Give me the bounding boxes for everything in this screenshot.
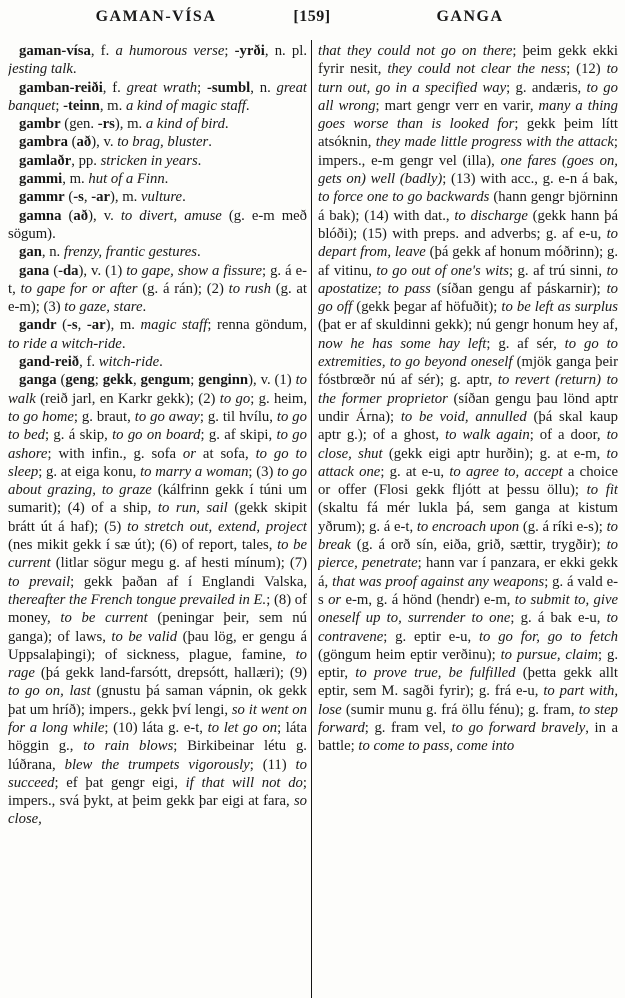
text-run: to encroach upon bbox=[416, 518, 520, 535]
text-run: ; (13) with acc., g. e-n á bak, bbox=[442, 171, 618, 188]
text-run: to turn out, go in a specified way bbox=[318, 61, 618, 96]
text-run: , f. bbox=[90, 43, 116, 59]
text-run: (þetta gekk allt eptir, sem M. sagði fyrir); g. frá e-u, bbox=[318, 665, 618, 700]
text-run: at sofa, bbox=[195, 445, 256, 462]
text-run: -sumbl bbox=[207, 79, 251, 96]
text-run: many a thing goes worse than is looked for bbox=[318, 97, 618, 133]
text-run: ), v. bbox=[91, 134, 118, 151]
text-run: blew the trumpets vigorously bbox=[64, 756, 250, 773]
text-run: (g. at e-m); (3) bbox=[8, 280, 307, 316]
text-run: gammr bbox=[19, 189, 65, 206]
text-run: (mjök ganga þeir fóstbrœðr nú af sér); g. aptr, bbox=[318, 354, 618, 389]
text-run: to succeed bbox=[8, 756, 307, 791]
text-run: to go to sleep bbox=[8, 445, 307, 480]
text-run: to go for, go to fetch bbox=[478, 628, 618, 645]
text-run: to run, sail bbox=[157, 500, 228, 517]
text-run: to be current bbox=[60, 610, 148, 627]
dictionary-entry bbox=[8, 79, 307, 116]
text-run: to go out of one's wits bbox=[376, 262, 509, 279]
text-run: ; g. eptir e-u, bbox=[383, 628, 479, 645]
text-run: geng bbox=[65, 372, 95, 389]
text-run: (hann gengr björninn á bak); (14) with dat., bbox=[318, 189, 618, 224]
text-run: to depart from, leave bbox=[318, 225, 618, 261]
text-run: . bbox=[72, 61, 77, 78]
text-run: to be current bbox=[8, 537, 307, 572]
text-run: ; of a door, bbox=[529, 427, 607, 444]
text-run: one fares (goes on, gets on) well (badly) bbox=[318, 152, 618, 188]
text-run: (þat er af skuldinni gekk); nú gengr honum hey af, bbox=[318, 317, 618, 334]
text-run: gammi bbox=[19, 171, 63, 188]
dictionary-entry bbox=[8, 170, 307, 188]
text-run: (gekk þegar af höfuðit); bbox=[352, 299, 502, 316]
text-run: a choice or offer (Flosi gekk fljótt at þessu öllu); bbox=[318, 463, 618, 499]
text-run: ( bbox=[64, 189, 74, 206]
text-run: or bbox=[328, 591, 342, 608]
text-run: ), m. bbox=[105, 317, 141, 334]
text-run: ; g. á bak e-u, bbox=[510, 610, 607, 627]
text-run: -s bbox=[67, 317, 78, 334]
text-run: to go ashore bbox=[8, 427, 307, 462]
text-run: a kind of bird bbox=[145, 116, 225, 133]
text-run: to go bbox=[219, 390, 251, 407]
text-run: ; þeim gekk ekki fyrir nesit, bbox=[318, 43, 618, 78]
text-run: ( bbox=[56, 317, 68, 334]
text-run: . bbox=[182, 189, 186, 206]
text-run: (kálfrinn gekk í túni um sumarit); (4) of a ship, bbox=[8, 482, 307, 517]
text-run: ; (11) bbox=[249, 756, 296, 773]
text-run: ; láta höggin g., bbox=[8, 719, 307, 755]
text-run: . bbox=[121, 335, 126, 352]
text-run: to go forward bravely bbox=[451, 719, 586, 736]
text-run: gana bbox=[19, 262, 50, 279]
text-run: ; (8) of money, bbox=[8, 591, 307, 627]
text-run: -yrði bbox=[234, 43, 265, 59]
text-run: . bbox=[197, 152, 202, 169]
text-run: to gape for or after bbox=[20, 280, 138, 297]
text-run: ; g. af trú sinni, bbox=[508, 262, 607, 279]
text-run: (þá gekk af honum móðrinn); g. af vitinu, bbox=[318, 244, 618, 279]
text-run: that they could not go on there bbox=[318, 43, 513, 59]
text-run: ; g. at eiga konu, bbox=[38, 463, 141, 480]
header-right-title: GANGA bbox=[436, 8, 504, 25]
text-run: (þá skal kaup aptr g.); of a ghost, bbox=[318, 408, 618, 444]
header-page-number: [159] bbox=[293, 8, 331, 25]
dictionary-entry bbox=[8, 371, 307, 828]
column-right bbox=[318, 42, 618, 998]
text-run: -ar bbox=[86, 317, 106, 334]
text-run: gand-reið bbox=[19, 354, 80, 371]
text-run: , bbox=[83, 189, 92, 206]
text-run: a humorous verse bbox=[115, 43, 225, 59]
text-run: gamlaðr bbox=[19, 152, 72, 169]
text-run: to come to pass, come into bbox=[358, 738, 515, 755]
text-run: to go off bbox=[318, 280, 618, 316]
text-run: great banquet bbox=[8, 79, 307, 114]
text-run: ), v. bbox=[88, 207, 121, 224]
text-run: (gekk hann þá blóði); (15) with preps. and adverbs; g. af e-u, bbox=[318, 207, 618, 242]
text-run: e-m, g. á hönd (hendr) e-m, bbox=[341, 591, 515, 608]
text-run: ; g. á e-t, bbox=[8, 262, 307, 297]
text-run: to go to extremities, to go beyond oneself bbox=[318, 335, 618, 371]
text-run: -rs bbox=[97, 116, 115, 133]
text-run: , n. bbox=[41, 244, 64, 261]
text-run: to go all wrong bbox=[318, 79, 618, 114]
text-run: (litlar sögur megu g. af hesti mínum); (7) bbox=[50, 555, 307, 572]
text-run: ( bbox=[49, 262, 59, 279]
text-run: gan bbox=[19, 244, 42, 261]
text-run: ; bbox=[377, 280, 388, 297]
page-header bbox=[0, 8, 625, 38]
text-run: ; g. til hvílu, bbox=[199, 408, 277, 425]
text-run: (g. e-m með sögum). bbox=[8, 207, 307, 242]
text-run: to go about grazing, to graze bbox=[8, 463, 307, 499]
text-run: witch-ride bbox=[98, 354, 160, 371]
text-run: -ar bbox=[91, 189, 110, 206]
text-run: (þá gekk land-farsótt, drepsótt, hallæri); (9) bbox=[34, 665, 307, 682]
text-run: to go to bed bbox=[8, 408, 307, 444]
text-run: ( bbox=[56, 372, 66, 389]
text-run: að bbox=[73, 207, 89, 224]
text-run: ; bbox=[197, 79, 207, 96]
text-run: to attack one bbox=[318, 445, 618, 480]
text-run: to force one to go backwards bbox=[318, 189, 490, 206]
text-run: ; g. heim, bbox=[250, 390, 307, 407]
text-run: ; hann var í panzara, er ekki gekk á, bbox=[318, 555, 618, 590]
text-run: to part with, lose bbox=[318, 683, 618, 718]
dictionary-entry bbox=[8, 42, 307, 79]
text-run: to walk again bbox=[445, 427, 530, 444]
dictionary-entry bbox=[8, 133, 307, 151]
text-run: gandr bbox=[19, 317, 57, 334]
text-run: ; g. eptir, bbox=[318, 646, 618, 682]
text-run: ; bbox=[224, 43, 235, 59]
text-run: to pierce, penetrate bbox=[318, 537, 618, 572]
dictionary-entry bbox=[318, 42, 618, 756]
text-run: (g. á ríki e-s); bbox=[519, 518, 607, 535]
text-run: to be void, annulled bbox=[400, 408, 527, 425]
text-run: frenzy, frantic gestures bbox=[63, 244, 198, 261]
dictionary-entry bbox=[8, 188, 307, 206]
text-run: , bbox=[132, 372, 141, 389]
text-run: (nes mikit gekk í sæ út); (6) of report, tales, bbox=[8, 537, 278, 554]
text-run: to be left as surplus bbox=[501, 299, 618, 316]
text-run: -da bbox=[58, 262, 79, 279]
text-run: jesting talk bbox=[8, 61, 73, 78]
text-run: (g. á orð sín, eiða, grið, sættir, trygðir); bbox=[350, 537, 607, 554]
text-run: they could not clear the ness bbox=[387, 61, 567, 78]
text-run: , pp. bbox=[71, 152, 101, 169]
text-run: to go on, last bbox=[8, 683, 91, 700]
text-run: (göngum heim eptir verðinu); bbox=[318, 646, 501, 663]
text-run: to prevail bbox=[8, 573, 71, 590]
text-run: ), m. bbox=[109, 189, 141, 206]
column-left bbox=[8, 42, 307, 998]
text-run: to go on board bbox=[112, 427, 201, 444]
text-run: ; g. af skipi, bbox=[200, 427, 277, 444]
text-run: to pass bbox=[387, 280, 431, 297]
text-run: (g. á rán); (2) bbox=[137, 280, 229, 297]
text-run: . bbox=[197, 244, 201, 261]
text-run: to walk bbox=[8, 372, 307, 407]
text-run: gekk bbox=[102, 372, 133, 389]
dictionary-entry bbox=[8, 243, 307, 261]
text-run: to rush bbox=[228, 280, 271, 297]
text-run: ; g. braut, bbox=[73, 408, 135, 425]
header-left-title: GAMAN-VÍSA bbox=[95, 8, 217, 25]
text-run: (síðan gengu af páskarnir); bbox=[430, 280, 607, 297]
text-run: vulture bbox=[141, 189, 183, 206]
text-run: so it went on for a long while bbox=[8, 701, 307, 736]
text-run: , m. bbox=[99, 97, 126, 114]
text-run: (reið jarl, en Karkr gekk); (2) bbox=[35, 390, 220, 407]
text-run: to prove true, be fulfilled bbox=[355, 665, 516, 682]
text-run: if that will not do bbox=[185, 774, 303, 791]
text-run: to submit to, give oneself up to, surrender to one bbox=[318, 591, 618, 627]
text-run: (gen. bbox=[60, 116, 98, 133]
text-run: gambra bbox=[19, 134, 68, 151]
text-run: ; with infin., g. sofa bbox=[47, 445, 183, 462]
text-run: ; gekk þeim lítt atsóknin, bbox=[318, 116, 618, 151]
text-run: ; g. á vald e-s bbox=[318, 573, 618, 608]
text-run: (þau lög, er gengu á Uppsalaþingi); of sickness, plague, famine, bbox=[8, 628, 307, 663]
text-run: ; gekk þaðan af í Englandi Valska, bbox=[70, 573, 307, 590]
text-run: , m. bbox=[62, 171, 89, 188]
text-run: gaman-vísa bbox=[19, 43, 91, 59]
text-run: to marry a woman bbox=[140, 463, 249, 480]
text-run: gambr bbox=[19, 116, 61, 133]
text-run: að bbox=[76, 134, 92, 151]
text-run: so close, bbox=[8, 793, 307, 828]
text-run: ganga bbox=[19, 372, 57, 389]
text-run: to discharge bbox=[454, 207, 528, 224]
text-run: ; bbox=[94, 372, 103, 389]
text-run: a kind of magic staff bbox=[125, 97, 246, 114]
text-run: ), m. bbox=[114, 116, 146, 133]
text-run: to be valid bbox=[111, 628, 178, 645]
text-run: to revert (return) to the former proprietor bbox=[318, 372, 618, 407]
text-run: ; impers., svá þykt, at þeim gekk þar eigi at fara, bbox=[8, 774, 307, 810]
text-run: or bbox=[182, 445, 196, 462]
text-run: gengum bbox=[140, 372, 191, 389]
text-run: to gape, show a fissure bbox=[126, 262, 262, 279]
text-run: . bbox=[142, 299, 147, 316]
text-run: to apostatize bbox=[318, 262, 618, 297]
text-run: to rain blows bbox=[83, 738, 174, 755]
text-run: (gekk eigi aptr hurðin); g. at e-m, bbox=[382, 445, 607, 462]
text-run: (síðan gengu þau lönd aptr undir Árna); bbox=[318, 390, 618, 425]
text-run: to break bbox=[318, 518, 618, 554]
text-run: gamna bbox=[19, 207, 62, 224]
text-run: now he has some hay left bbox=[318, 335, 487, 352]
text-run: gamban-reiði bbox=[19, 79, 103, 96]
text-run: . bbox=[245, 97, 250, 114]
text-run: to fit bbox=[586, 482, 618, 499]
text-run: to agree to, accept bbox=[449, 463, 563, 480]
text-run: . bbox=[224, 116, 229, 133]
text-run: , bbox=[77, 317, 87, 334]
text-run: to step forward bbox=[318, 701, 618, 736]
text-run: . bbox=[208, 134, 212, 151]
dictionary-entry bbox=[8, 152, 307, 170]
text-run: ; impers., e-m gengr vel (illa), bbox=[318, 134, 618, 169]
text-run: (gnustu þá saman vápnin, ok gekk þat um hríð); impers., gekk því lengi, bbox=[8, 683, 307, 718]
text-run: to pursue, claim bbox=[500, 646, 599, 663]
text-run: magic staff bbox=[140, 317, 208, 334]
text-run: to go home bbox=[8, 408, 74, 425]
text-run: genginn bbox=[198, 372, 249, 389]
text-run: ; ef þat gengr eigi, bbox=[54, 774, 186, 791]
text-run: ; bbox=[190, 372, 199, 389]
text-run: ; g. af sér, bbox=[486, 335, 565, 352]
text-run: ; g. fram vel, bbox=[364, 719, 452, 736]
text-run: to close, shut bbox=[318, 427, 618, 462]
text-run: to ride a witch-ride bbox=[8, 335, 122, 352]
dictionary-entry bbox=[8, 115, 307, 133]
text-run: . bbox=[159, 354, 163, 371]
dictionary-entry bbox=[8, 207, 307, 244]
text-run: to let go on bbox=[207, 719, 278, 736]
text-run: , in a battle; bbox=[318, 719, 618, 755]
text-run: hut of a Finn bbox=[88, 171, 165, 188]
text-run: ; g. á skip, bbox=[44, 427, 113, 444]
text-run: to gaze, stare bbox=[64, 299, 143, 316]
text-run: to stretch out, extend, project bbox=[127, 518, 307, 535]
text-run: ( bbox=[67, 134, 77, 151]
text-run: , f. bbox=[79, 354, 99, 371]
text-run: to divert, amuse bbox=[120, 207, 222, 224]
text-run: that was proof against any weapons bbox=[332, 573, 545, 590]
dictionary-entry bbox=[8, 262, 307, 317]
dictionary-entry bbox=[8, 353, 307, 371]
text-run: to go away bbox=[134, 408, 200, 425]
dictionary-entry bbox=[8, 316, 307, 353]
text-run: (peningar þeir, sem nú ganga); of laws, bbox=[8, 610, 307, 645]
text-run: to brag, bluster bbox=[117, 134, 209, 151]
text-run: ; mart gengr verr en varir, bbox=[375, 97, 539, 114]
text-run: thereafter the French tongue prevailed in E. bbox=[8, 591, 267, 608]
text-run: stricken in years bbox=[100, 152, 198, 169]
text-run: . bbox=[164, 171, 169, 188]
text-run: they made little progress with the attack bbox=[375, 134, 614, 151]
text-run: ; (10) láta g. e-t, bbox=[104, 719, 208, 736]
text-run: -s bbox=[73, 189, 84, 206]
text-run: ), v. (1) bbox=[78, 262, 127, 279]
text-run: ), v. (1) bbox=[248, 372, 296, 389]
text-run: (sumir munu g. frá öllu fénu); g. fram, bbox=[341, 701, 579, 718]
text-run: ; g. andæris, bbox=[506, 79, 587, 96]
text-run: ( bbox=[61, 207, 74, 224]
text-run: great wrath bbox=[126, 79, 198, 96]
text-run: , n. bbox=[250, 79, 277, 96]
text-run: , n. pl. bbox=[264, 43, 307, 59]
text-run: (skaltu fá mér lukla þá, sem ganga at kistum yðrum); g. á e-t, bbox=[318, 500, 618, 535]
column-divider-rule bbox=[311, 40, 312, 998]
text-run: to rage bbox=[8, 646, 307, 682]
text-run: ; g. at e-u, bbox=[380, 463, 450, 480]
text-run: to contravene bbox=[318, 610, 618, 645]
text-run: ; (3) bbox=[248, 463, 278, 480]
text-run: ; (12) bbox=[566, 61, 607, 78]
text-run: -teinn bbox=[63, 97, 100, 114]
text-run: ; Birkibeinar létu g. lúðrana, bbox=[8, 738, 307, 773]
text-run: ; bbox=[55, 97, 64, 114]
text-run: (gekk skipit brátt út á haf); (5) bbox=[8, 500, 307, 535]
text-run: ; renna göndum, bbox=[207, 317, 307, 334]
text-run: , f. bbox=[102, 79, 127, 96]
